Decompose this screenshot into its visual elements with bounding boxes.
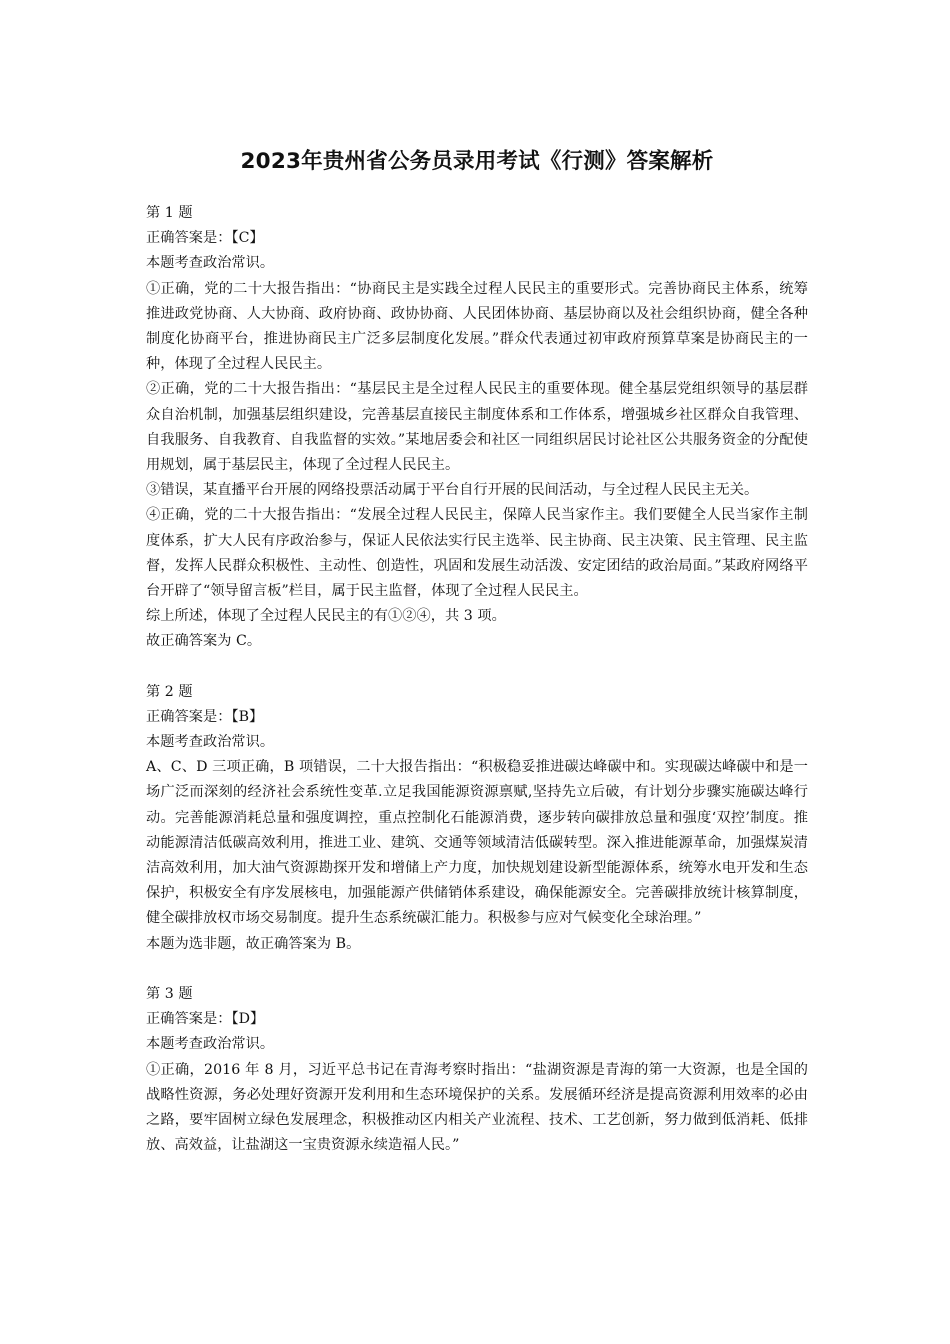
question-topic: 本题考查政治常识。 <box>146 734 275 751</box>
explanation-paragraph: ①正确，党的二十大报告指出：“协商民主是实践全过程人民民主的重要形式。完善协商民主体系，统筹推进政党协商、人大协商、政府协商、政协协商、人民团体协商、基层协商以及社会组织协商，健全各种制度化协商平台，推进协商民主广泛多层制度化发展。”群众代表通过初审政府预算草案是协商民主的一种，体现了全过程人民民主。 <box>146 280 808 373</box>
explanation-paragraph: ②正确，党的二十大报告指出：“基层民主是全过程人民民主的重要体现。健全基层党组织领导的基层群众自治机制，加强基层组织建设，完善基层直接民主制度体系和工作体系，增强城乡社区群众自我管理、自我服务、自我教育、自我监督的实效。”某地居委会和社区一同组织居民讨论社区公共服务资金的分配使用规划，属于基层民主，体现了全过程人民民主。 <box>146 381 808 474</box>
question-2 <box>146 680 808 957</box>
question-number: 第 1 题 <box>146 205 193 221</box>
explanation-paragraph: A、C、D 三项正确，B 项错误，二十大报告指出：“积极稳妥推进碳达峰碳中和。实现碳达峰碳中和是一场广泛而深刻的经济社会系统性变革.立足我国能源资源禀赋,坚持先立后破，有计划分步骤实施碳达峰行动。完善能源消耗总量和强度调控，重点控制化石能源消费，逐步转向碳排放总量和强度‘双控’制度。推动能源清洁低碳高效利用，推进工业、建筑、交通等领域清洁低碳转型。深入推进能源革命，加强煤炭清洁高效利用，加大油气资源勘探开发和增储上产力度，加快规划建设新型能源体系，统筹水电开发和生态保护，积极安全有序发展核电，加强能源产供储销体系建设，确保能源安全。完善碳排放统计核算制度，健全碳排放权市场交易制度。提升生态系统碳汇能力。积极参与应对气候变化全球治理。” <box>146 759 808 927</box>
question-number: 第 2 题 <box>146 683 193 700</box>
correct-answer: 正确答案是：【C】 <box>146 230 264 247</box>
correct-answer: 正确答案是：【B】 <box>146 708 264 725</box>
answer-document <box>146 145 808 1158</box>
explanation-paragraph: ③错误，某直播平台开展的网络投票活动属于平台自行开展的民间活动，与全过程人民民主无关。 <box>146 482 759 499</box>
question-3 <box>146 982 808 1158</box>
explanation-paragraph: ④正确，党的二十大报告指出：“发展全过程人民民主，保障人民当家作主。我们要健全人民当家作主制度体系，扩大人民有序政治参与，保证人民依法实行民主选举、民主协商、民主决策、民主管理、民主监督，发挥人民群众积极性、主动性、创造性，巩固和发展生动活泼、安定团结的政治局面。”某政府网络平台开辟了“领导留言板”栏目，属于民主监督，体现了全过程人民民主。 <box>146 507 808 600</box>
document-title: 2023年贵州省公务员录用考试《行测》答案解析 <box>240 149 714 174</box>
question-number: 第 3 题 <box>146 985 193 1002</box>
question-topic: 本题考查政治常识。 <box>146 255 275 272</box>
conclusion-paragraph: 故正确答案为 C。 <box>146 633 262 650</box>
explanation-paragraph: ①正确，2016 年 8 月，习近平总书记在青海考察时指出：“盐湖资源是青海的第一大资源，也是全国的战略性资源，务必处理好资源开发利用和生态环境保护的关系。发展循环经济是提高资源利用效率的必由之路，要牢固树立绿色发展理念，积极推动区内相关产业流程、技术、工艺创新，努力做到低消耗、低排放、高效益，让盐湖这一宝贵资源永续造福人民。” <box>146 1061 808 1154</box>
question-1 <box>146 201 808 655</box>
correct-answer: 正确答案是：【D】 <box>146 1011 265 1028</box>
question-topic: 本题考查政治常识。 <box>146 1036 275 1053</box>
conclusion-paragraph: 本题为选非题，故正确答案为 B。 <box>146 935 361 952</box>
summary-paragraph: 综上所述，体现了全过程人民民主的有①②④，共 3 项。 <box>146 608 506 625</box>
